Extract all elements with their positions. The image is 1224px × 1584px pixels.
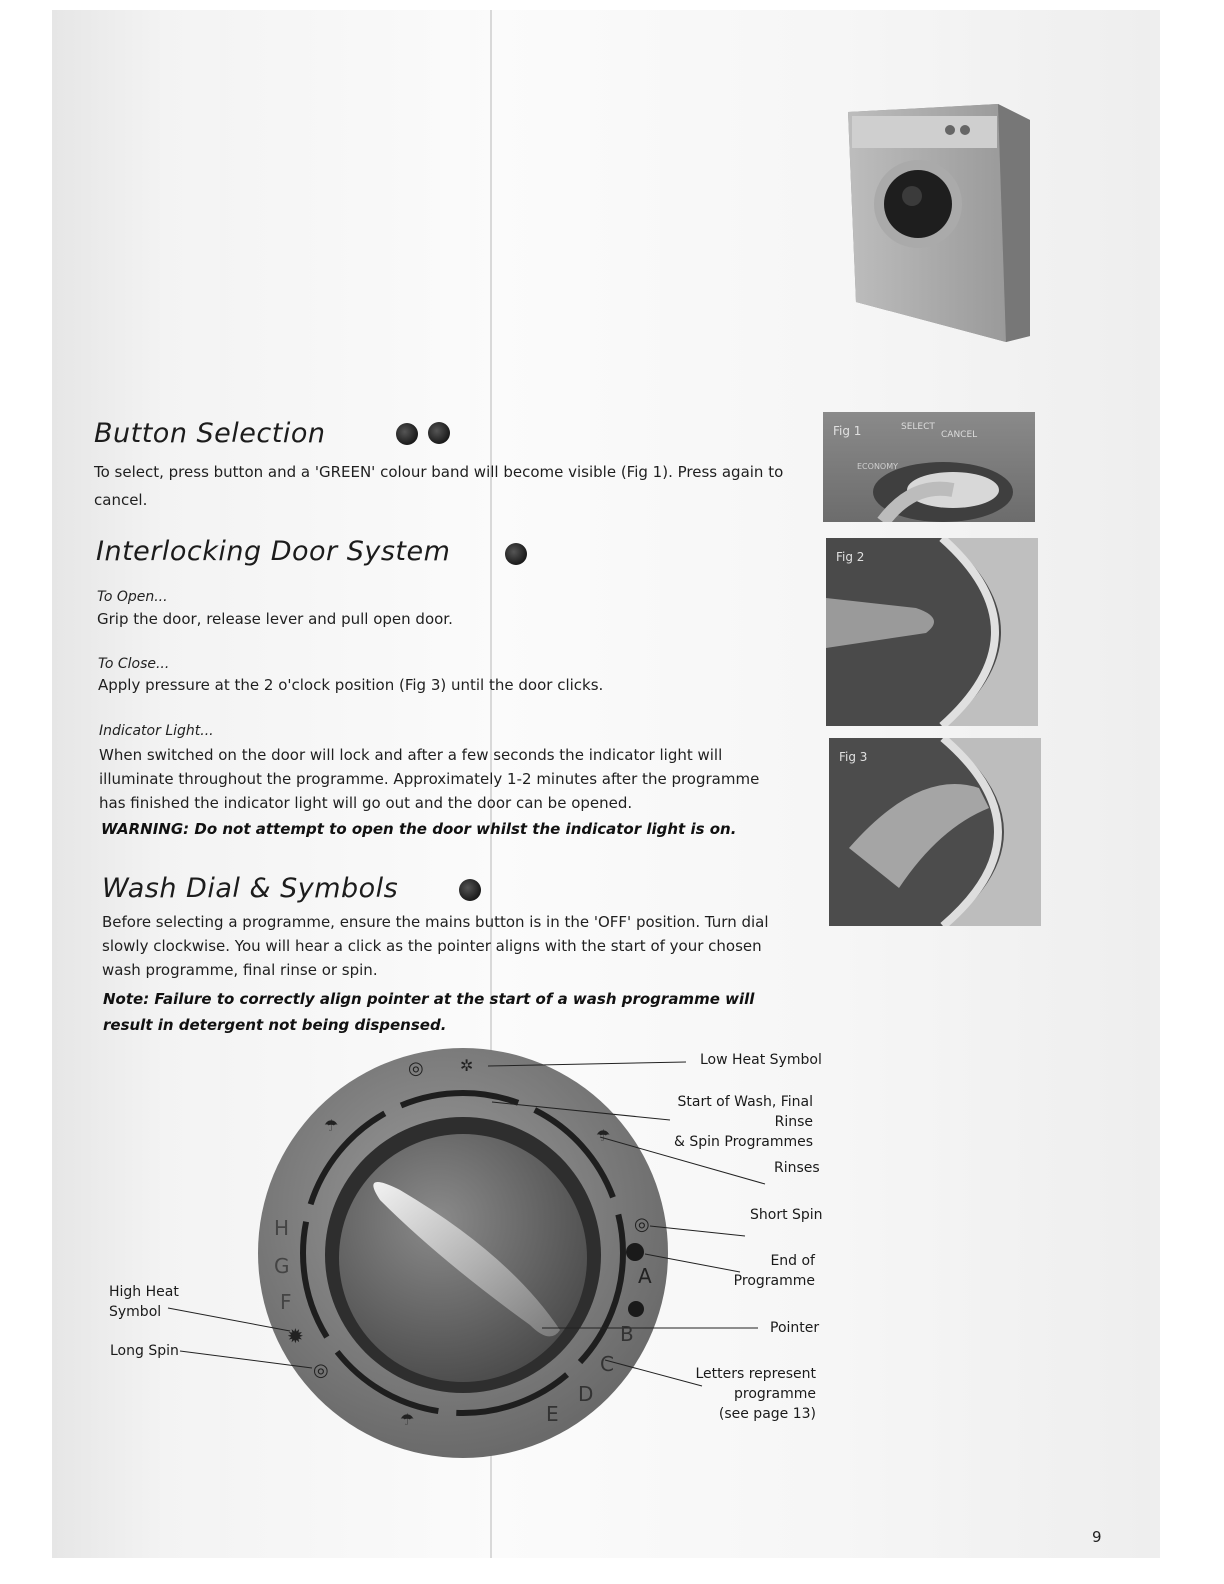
- fig1-economy-label: ECONOMY: [857, 462, 899, 471]
- callout-letters-line-3: (see page 13): [718, 1406, 816, 1422]
- to-open-text: Grip the door, release lever and pull open door.: [97, 610, 453, 628]
- callout-end-line-2: Programme: [733, 1273, 815, 1289]
- interlocking-door-heading: Interlocking Door System: [96, 536, 451, 567]
- dial-letter-f: F: [280, 1290, 292, 1314]
- fig2-label: Fig 2: [836, 550, 865, 564]
- fig3-label: Fig 3: [839, 750, 868, 764]
- door-warning: WARNING: Do not attempt to open the door whilst the indicator light is on.: [101, 820, 737, 838]
- to-close-text: Apply pressure at the 2 o'clock position (Fig 3) until the door clicks.: [98, 676, 604, 694]
- callout-start-line-1: Start of Wash, Final Rinse: [677, 1094, 813, 1130]
- fig1-photo: [823, 412, 1035, 522]
- dial-letter-g: G: [274, 1254, 290, 1278]
- dial-letter-c: C: [600, 1352, 614, 1376]
- rinse-symbol-icon: ☂: [400, 1410, 415, 1429]
- fig1-cancel-label: CANCEL: [941, 430, 978, 440]
- indicator-light-label: Indicator Light...: [99, 723, 214, 739]
- callout-high-heat-line-1: High Heat: [109, 1284, 179, 1300]
- control-marker-icon: [428, 422, 450, 444]
- to-close-label: To Close...: [98, 656, 170, 672]
- control-marker-icon: [396, 423, 418, 445]
- dial-letter-b: B: [620, 1322, 634, 1346]
- callout-long-spin: Long Spin: [110, 1343, 179, 1359]
- callout-short-spin: Short Spin: [750, 1207, 823, 1223]
- dial-letter-e: E: [546, 1402, 559, 1426]
- dial-letter-d: D: [578, 1382, 594, 1406]
- long-spin-symbol-icon: ◎: [313, 1360, 329, 1381]
- callout-letters-line-2: programme: [733, 1386, 816, 1402]
- indicator-light-text: When switched on the door will lock and after a few seconds the indicator light will illuminate throughout the programme. Approximately 1-2 minutes after the programme has finished the indicator light will go out and the door can be opened.: [99, 746, 760, 812]
- fig2-photo: [826, 538, 1038, 726]
- low-heat-symbol-icon: ✲: [460, 1056, 474, 1075]
- high-heat-symbol-icon: ✹: [287, 1324, 304, 1348]
- callout-start-line-2: & Spin Programmes: [674, 1134, 813, 1150]
- callout-high-heat: [109, 1282, 179, 1322]
- dial-letter-a: A: [638, 1264, 652, 1288]
- callout-end-of-programme: [714, 1251, 815, 1291]
- callout-letters: [690, 1364, 816, 1424]
- callout-high-heat-line-2: Symbol: [109, 1304, 162, 1320]
- fig1-select-label: SELECT: [901, 422, 935, 432]
- rinse-symbol-icon: ☂: [324, 1116, 339, 1135]
- short-spin-symbol-icon: ◎: [408, 1058, 424, 1079]
- callout-start-of-wash: [640, 1092, 813, 1152]
- wash-dial-text: Before selecting a programme, ensure the mains button is in the 'OFF' position. Turn dial slowly clockwise. You will hear a click as the pointer aligns with the start of your chosen wash programme, final rinse or spin.: [102, 913, 769, 979]
- fig3-door-illustration: [829, 738, 1041, 926]
- washing-machine-photo: [830, 80, 1040, 355]
- callout-low-heat: Low Heat Symbol: [700, 1052, 822, 1068]
- callout-letters-line-1: Letters represent: [695, 1366, 816, 1382]
- dial-letter-h: H: [274, 1216, 290, 1240]
- control-marker-icon: [505, 543, 527, 565]
- wash-dial-note: Note: Failure to correctly align pointer at the start of a wash programme will result in detergent not being dispensed.: [103, 990, 755, 1034]
- fig2-door-illustration: [826, 538, 1038, 726]
- to-open-label: To Open...: [97, 589, 168, 605]
- page-number: 9: [1092, 1528, 1102, 1546]
- callout-end-line-1: End of: [770, 1253, 815, 1269]
- wash-dial-heading: Wash Dial & Symbols: [102, 873, 399, 904]
- button-selection-heading: Button Selection: [94, 418, 326, 449]
- control-marker-icon: [459, 879, 481, 901]
- button-selection-text: To select, press button and a 'GREEN' colour band will become visible (Fig 1). Press again to cancel.: [94, 463, 784, 509]
- callout-pointer: Pointer: [770, 1320, 820, 1336]
- callout-rinses: Rinses: [774, 1160, 820, 1176]
- fig3-photo: [829, 738, 1041, 926]
- fig1-label: Fig 1: [833, 424, 862, 438]
- rinse-symbol-icon: ☂: [596, 1126, 611, 1145]
- short-spin-symbol-icon: ◎: [634, 1214, 650, 1235]
